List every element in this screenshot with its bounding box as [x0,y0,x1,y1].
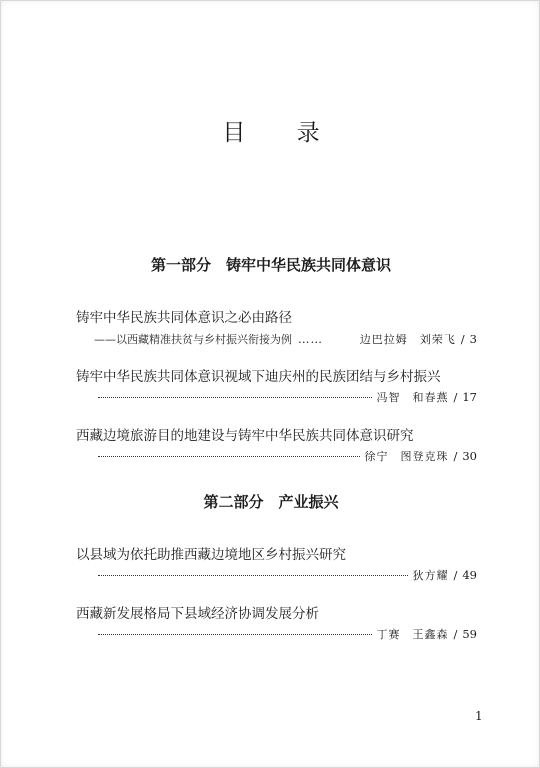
toc-entry-detail [94,567,477,583]
toc-entry-authors: 丁赛 王鑫森 [376,628,449,641]
toc-entry-page[interactable]: 17 [462,390,477,404]
toc-entry-page[interactable]: 59 [462,627,477,641]
toc-entry-leader: …… [298,332,323,346]
toc-entry-title[interactable]: 西藏边境旅游目的地建设与铸牢中华民族共同体意识研究 [76,428,414,444]
part-heading-1: 第一部分 铸牢中华民族共同体意识 [150,256,391,274]
toc-entry-title[interactable]: 西藏新发展格局下县域经济协调发展分析 [76,606,319,622]
part-heading-2: 第二部分 产业振兴 [203,493,339,511]
toc-entry-page[interactable]: 3 [469,332,477,346]
toc-entry-authors: 边巴拉姆 刘荣飞 [359,333,456,346]
toc-entry-title[interactable]: 铸牢中华民族共同体意识之必由路径 [76,310,292,326]
toc-entry-leader-dots [98,634,372,635]
toc-entry-separator: / [453,449,458,463]
toc-entry-page[interactable]: 49 [462,568,477,582]
toc-entry-title[interactable]: 铸牢中华民族共同体意识视域下迪庆州的民族团结与乡村振兴 [76,369,441,385]
page-number: 1 [475,709,483,723]
toc-entry-subtitle: ——以西藏精准扶贫与乡村振兴衔接为例 [94,333,292,346]
toc-entry-detail [94,331,477,347]
toc-entry-detail [94,448,477,464]
toc-entry-leader-dots [98,397,372,398]
toc-entry-separator: / [453,568,458,582]
toc-entry-detail [94,626,477,642]
toc-entry-authors: 狄方耀 [412,569,449,582]
toc-entry-detail [94,389,477,405]
toc-entry-page[interactable]: 30 [462,449,477,463]
toc-entry-authors: 徐宁 图登克珠 [364,450,449,463]
toc-entry-leader-dots [98,575,408,576]
toc-entry-separator: / [460,332,465,346]
toc-entry-authors: 冯智 和春燕 [376,391,449,404]
toc-entry-leader-dots [98,456,360,457]
toc-entry-title[interactable]: 以县域为依托助推西藏边境地区乡村振兴研究 [76,547,346,563]
toc-entry-separator: / [453,627,458,641]
toc-entry-separator: / [453,390,458,404]
toc-title: 目 录 [222,120,342,146]
